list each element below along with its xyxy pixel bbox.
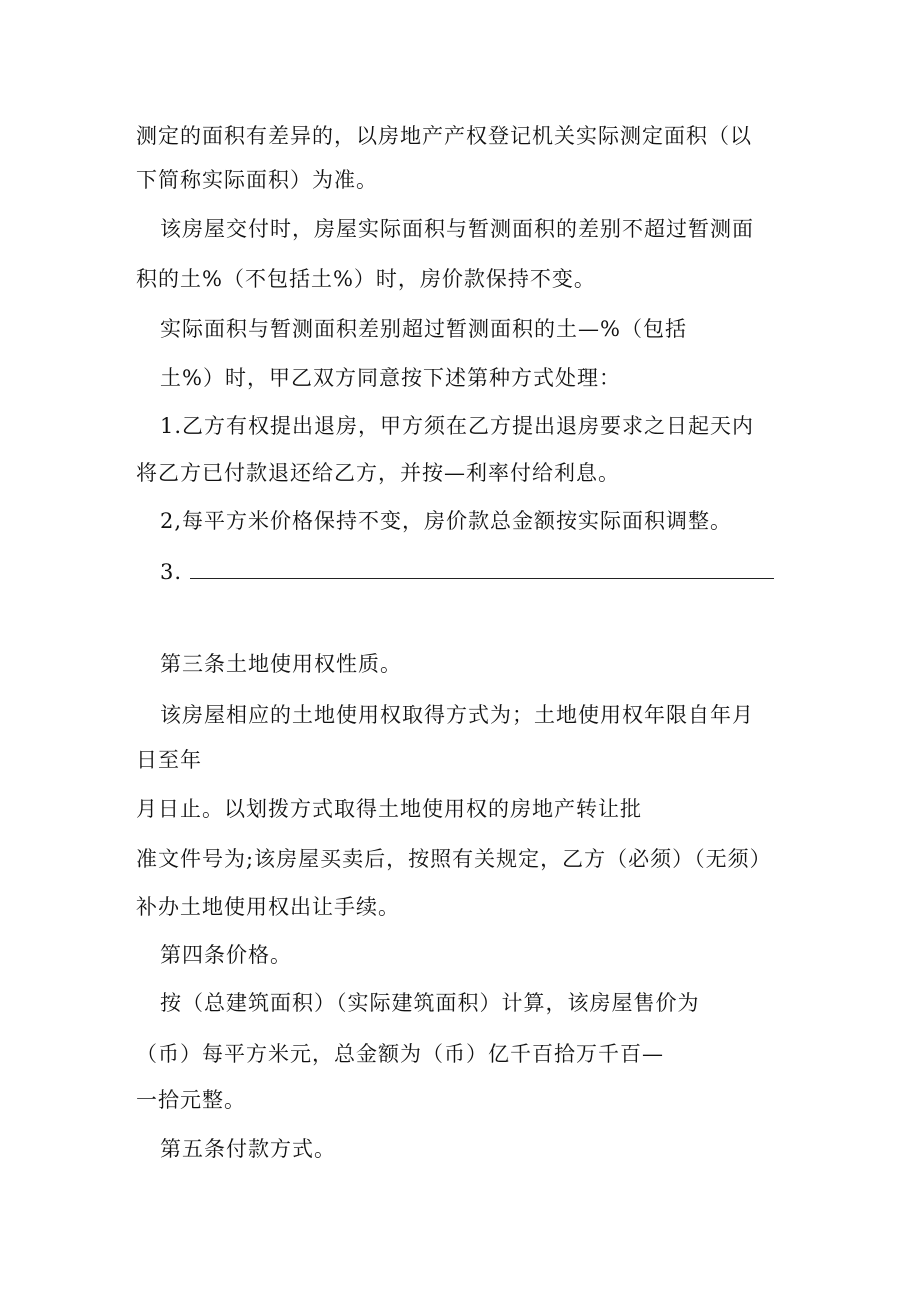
text-line-4: 积的土%（不包括土%）时，房价款保持不变。 [136, 267, 596, 291]
text-line-6: 土%）时，甲乙双方同意按下述第种方式处理： [160, 366, 621, 390]
text-line-9: 2,每平方米价格保持不变，房价款总金额按实际面积调整。 [160, 509, 733, 533]
text-line-5: 实际面积与暂测面积差别超过暂测面积的土—%（包括 [160, 317, 687, 341]
text-line-19: （币）每平方米元，总金额为（币）亿千百拾万千百— [136, 1042, 664, 1066]
text-line-14: 月日止。以划拨方式取得土地使用权的房地产转让批 [136, 797, 642, 821]
text-line-7: 1.乙方有权提出退房，甲方须在乙方提出退房要求之日起天内 [160, 414, 755, 438]
text-line-3: 该房屋交付时，房屋实际面积与暂测面积的差别不超过暂测面 [160, 217, 754, 241]
text-line-15: 准文件号为;该房屋买卖后，按照有关规定，乙方（必须）（无须） [136, 847, 772, 871]
text-line-16: 补办土地使用权出让手续。 [136, 895, 400, 919]
section-heading-article-3: 第三条土地使用权性质。 [160, 652, 402, 676]
text-line-12: 该房屋相应的土地使用权取得方式为；土地使用权年限自年月 [160, 703, 754, 727]
text-line-10: 3. [160, 560, 183, 584]
text-line-13: 日至年 [136, 748, 202, 772]
text-line-2: 下简称实际面积）为准。 [136, 168, 378, 192]
text-line-8: 将乙方已付款退还给乙方，并按—利率付给利息。 [136, 461, 620, 485]
section-heading-article-5: 第五条付款方式。 [160, 1137, 336, 1161]
text-line-18: 按（总建筑面积）（实际建筑面积）计算，该房屋售价为 [160, 991, 700, 1015]
section-heading-article-4: 第四条价格。 [160, 943, 292, 967]
text-line-20: 一拾元整。 [136, 1088, 246, 1112]
fill-in-blank-line [190, 578, 774, 579]
text-line-1: 测定的面积有差异的，以房地产产权登记机关实际测定面积（以 [136, 124, 752, 148]
